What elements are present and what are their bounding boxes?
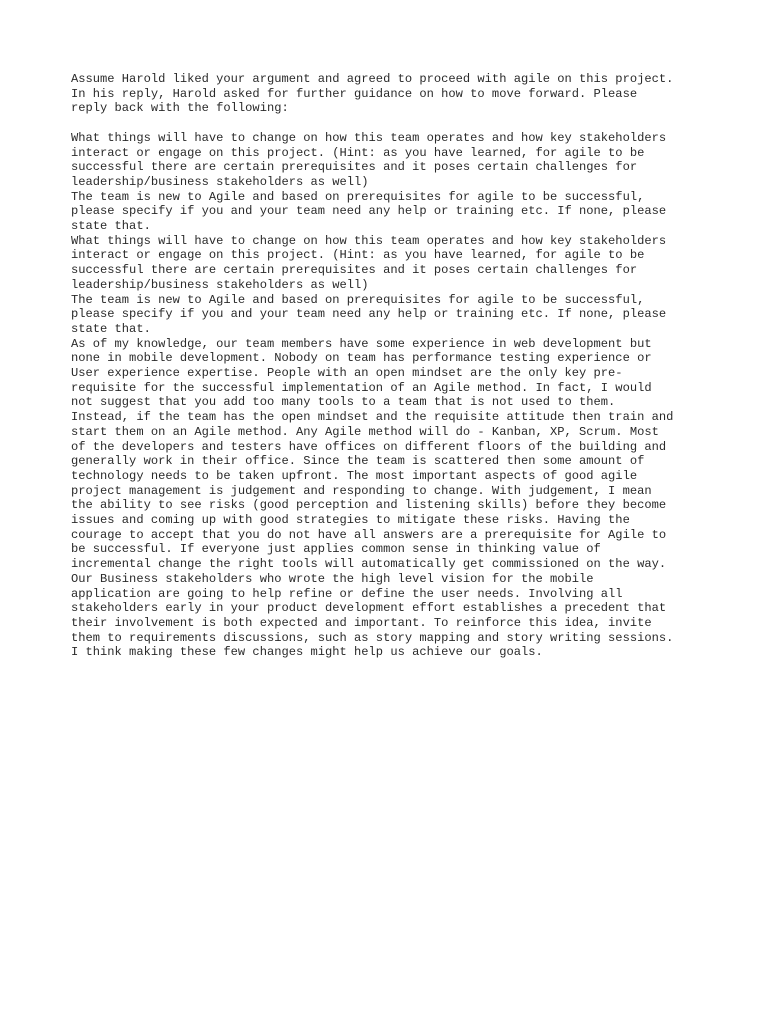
question-change-repeat-paragraph: What things will have to change on how this team operates and how key stakeholders interact or engage on this project. (Hint: as you have learned, for agile to be successful there are certain prerequisites and it poses certain challenges for leadership/business stakeholders as well) bbox=[71, 233, 667, 292]
document-page bbox=[71, 72, 711, 660]
question-training-paragraph: The team is new to Agile and based on prerequisites for agile to be successful, please specify if you and your team need any help or training etc. If none, please state that. bbox=[71, 189, 667, 234]
paragraph-gap bbox=[71, 116, 711, 131]
intro-paragraph: Assume Harold liked your argument and agreed to proceed with agile on this project. In his reply, Harold asked for further guidance on how to move forward. Please reply back with the following: bbox=[71, 72, 674, 116]
question-training-repeat-paragraph: The team is new to Agile and based on prerequisites for agile to be successful, please specify if you and your team need any help or training etc. If none, please state that. bbox=[71, 292, 667, 336]
answer-paragraph: As of my knowledge, our team members have some experience in web development but none in mobile development. Nobody on team has performance testing experience or User experience expertise. People with an open mindset are the only key pre- requisite for the successful implementation of an Agile method. In fact, I would not suggest that you add too many tools to a team that is not used to them. Instead, if the team has the open mindset and the requisite attitude then train and start them on an Agile method. Any Agile method will do - Kanban, XP, Scrum. Most of the developers and testers have offices on different floors of the building and generally work in their office. Since the team is scattered then some amount of technology needs to be taken upfront. The most important aspects of good agile project management is judgement and responding to change. With judgement, I mean the ability to see risks (good perception and listening skills) before they become issues and coming up with good strategies to mitigate these risks. Having the courage to accept that you do not have all answers are a prerequisite for Agile to be successful. If everyone just applies common sense in thinking value of incremental change the right tools will automatically get commissioned on the way. Our Business stakeholders who wrote the high level vision for the mobile application are going to help refine or define the user needs. Involving all stakeholders early in your product development effort establishes a precedent that their involvement is both expected and important. To reinforce this idea, invite them to requirements discussions, such as story mapping and story writing sessions. I think making these few changes might help us achieve our goals. bbox=[71, 336, 674, 660]
question-change-paragraph: What things will have to change on how this team operates and how key stakeholders interact or engage on this project. (Hint: as you have learned, for agile to be successful there are certain prerequisites and it poses certain challenges for leadership/business stakeholders as well) bbox=[71, 130, 667, 189]
